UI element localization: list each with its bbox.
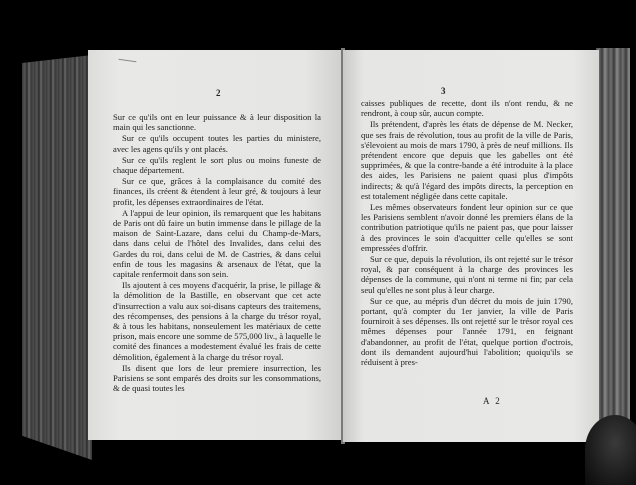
- paragraph: Sur ce que, depuis la révolution, ils ont rejetté sur le trésor royal, & par conséquent à la charge des provinces les dépenses de la commune, qui n'ont ni terme ni fin; par cela seul qu'elles ne sont plus à leur charge.: [361, 254, 573, 295]
- paragraph: Ils ajoutent à ces moyens d'acquérir, la prise, le pillage & la démolition de la Bastille, en observant que cet acte d'insurrection a valu aux soi-disans capteurs des traitemens, des récompenses, des pensions à la charge du trésor royal, & à tous les habitans, nonseulement les matériaux de cette prison, mais encore une somme de 575,000 liv., à laquelle le comité des finances a modestement évalué les frais de cette démolition, également à la charge du trésor royal.: [113, 280, 321, 362]
- paragraph: Sur ce que, grâces à la complaisance du comité des finances, ils créent & étendent à leur gré, & toujours à leur profit, les dépenses extraordinaires de l'état.: [113, 176, 321, 207]
- paragraph: Ils disent que lors de leur premiere insurrection, les Parisiens se sont emparés des droits sur les consommations, & de quasi toutes les: [113, 362, 321, 394]
- book-page-edges-left: [22, 55, 92, 460]
- page-number: 3: [441, 86, 446, 96]
- ink-smudge: [118, 59, 137, 68]
- page-number: 2: [216, 88, 221, 98]
- paragraph: Sur ce qu'ils reglent le sort plus ou moins funeste de chaque département.: [113, 154, 321, 176]
- printer-signature: A 2: [483, 396, 502, 406]
- paragraph: caisses publiques de recette, dont ils n'ont rendu, & ne rendront, à coup sûr, aucun compte.: [361, 98, 573, 119]
- paragraph: Sur ce qu'ils ont en leur puissance & à leur disposition la main qui les sanctionne.: [113, 112, 321, 133]
- left-page-text: [113, 112, 321, 393]
- book-page-edges-right: [596, 48, 630, 433]
- right-page: [343, 50, 599, 442]
- paragraph: Sur ce qu'ils occupent toutes les parties du ministere, avec les agens qu'ils y ont placés.: [113, 133, 321, 154]
- left-page: [88, 50, 343, 440]
- paragraph: A l'appui de leur opinion, ils remarquent que les habitans de Paris ont dû faire un butin immense dans le pillage de la maison de Saint-Lazare, dans celui du Champ-de-Mars, dans dans celui de l'hôtel des Invalides, dans celui des Gardes du roi, dans celui de M. de Castries, & dans celui enfin de tous les magasins & arsenaux de l'état, que la capitale renfermoit dans son sein.: [113, 207, 321, 280]
- thumb-holding-page: [585, 415, 636, 485]
- paragraph: Sur ce que, au mépris d'un décret du mois de juin 1790, portant, qu'à compter du 1er janvier, la ville de Paris fourniroit à ses dépenses. Ils ont rejetté sur le trésor royal ces mêmes dépenses pour l'année 1791, en feignant d'abandonner, au profit de l'état, quelque portion d'octrois, dont ils demandent aujourd'hui l'abolition; quoiqu'ils se réduisent à pres-: [361, 295, 573, 368]
- paragraph: Ils prétendent, d'après les états de dépense de M. Necker, que ses frais de révolution, tous au profit de la ville de Paris, s'élevoient au mois de mars 1790, à près de neuf millions. Ils prétendent encore que depuis que les gabelles ont été supprimées, & que la contre-bande a été introduite à la place des aides, les Parisiens ne paient quasi plus d'impôts indirects; & qu'à l'égard des impôts directs, la perception en est totalement négligée dans cette capitale.: [361, 119, 573, 201]
- paragraph: Les mêmes observateurs fondent leur opinion sur ce que les Parisiens semblent n'avoir donné les premiers élans de la contribution patriotique qu'ils ne paient pas, que pour laisser à des provinces le soin d'acquitter celle qu'elles se sont empressées d'offrir.: [361, 202, 573, 253]
- right-page-text: [361, 98, 573, 367]
